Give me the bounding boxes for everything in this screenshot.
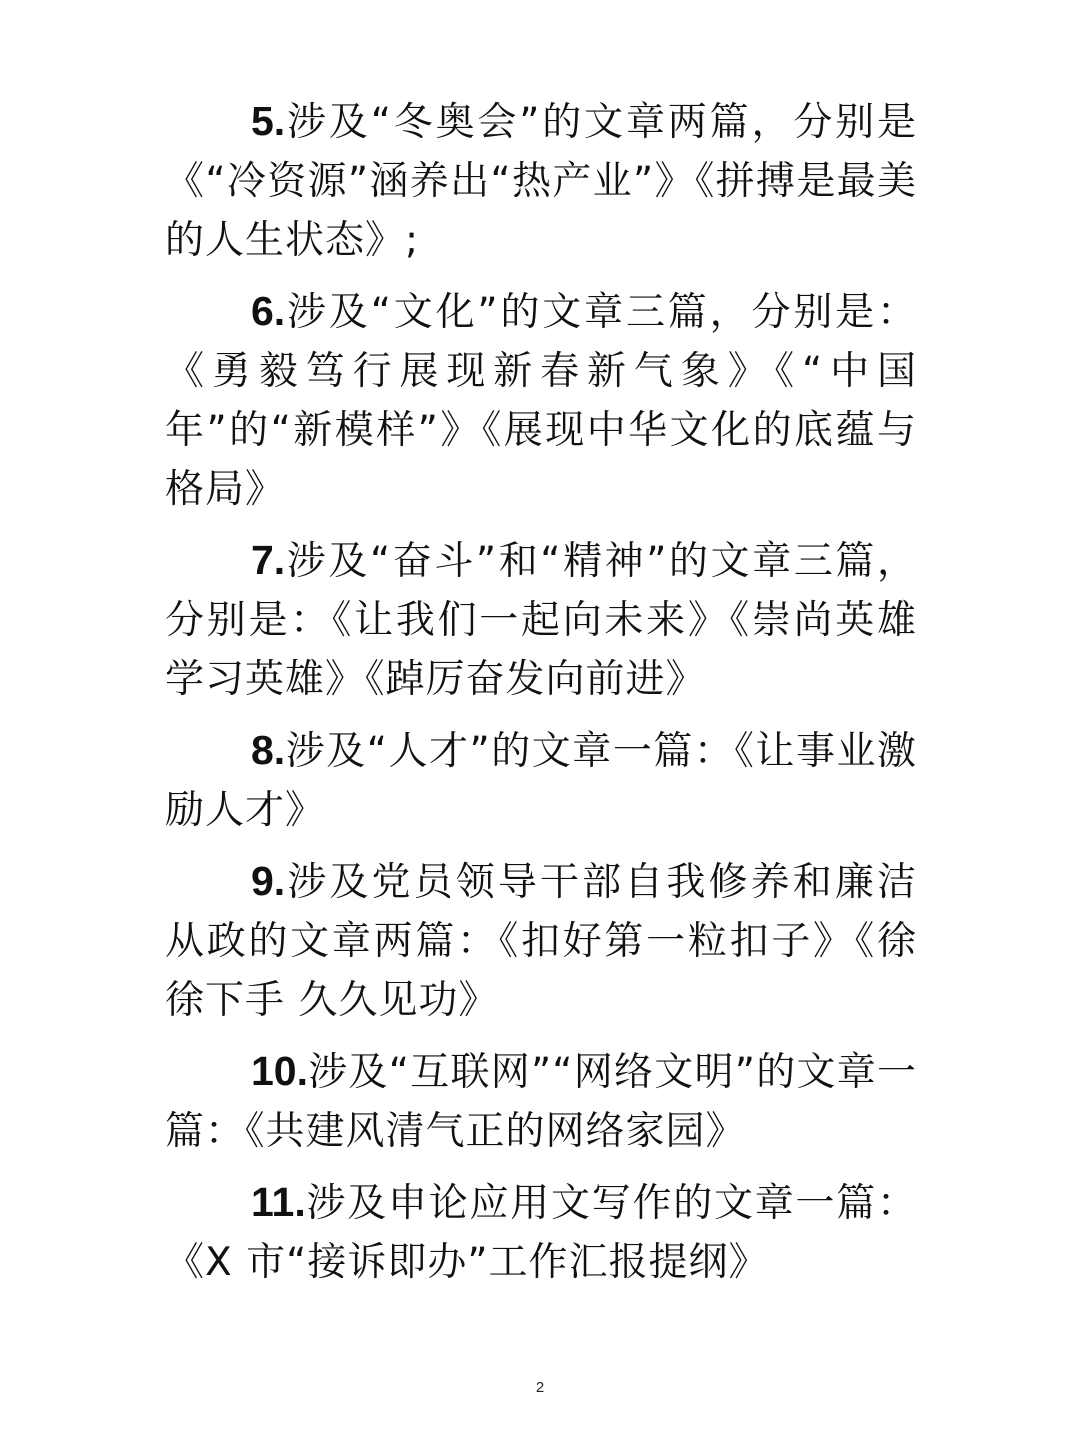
paragraph-text: 涉及党员领导干部自我修养和廉洁从政的文章两篇：《扣好第一粒扣子》《徐徐下手 久久见功》: [165, 860, 917, 1023]
paragraph-item-11: [165, 1173, 917, 1292]
paragraph-number: 9.: [251, 858, 286, 904]
paragraph-number: 10.: [251, 1048, 308, 1094]
paragraph-item-7: [165, 531, 917, 709]
paragraph-item-6: [165, 282, 917, 519]
paragraph-text: 涉及“人才”的文章一篇：《让事业激励人才》: [165, 729, 917, 833]
page-number: 2: [535, 1379, 545, 1396]
paragraph-number: 6.: [251, 288, 286, 334]
paragraph-number: 8.: [251, 727, 286, 773]
document-body: [165, 92, 917, 1304]
paragraph-text: 涉及申论应用文写作的文章一篇：《X 市“接诉即办”工作汇报提纲》: [165, 1181, 917, 1285]
paragraph-text: 涉及“文化”的文章三篇，分别是：《勇毅笃行展现新春新气象》《“中国年”的“新模样”》《展现中华文化的底蕴与格局》: [165, 290, 917, 512]
paragraph-text: 涉及“冬奥会”的文章两篇，分别是《“冷资源”涵养出“热产业”》《拼搏是最美的人生状态》;: [165, 100, 917, 263]
paragraph-item-8: [165, 721, 917, 840]
paragraph-item-5: [165, 92, 917, 270]
paragraph-item-9: [165, 852, 917, 1030]
paragraph-number: 11.: [251, 1179, 306, 1225]
paragraph-number: 7.: [251, 537, 286, 583]
paragraph-item-10: [165, 1042, 917, 1161]
paragraph-text: 涉及“奋斗”和“精神”的文章三篇，分别是：《让我们一起向未来》《崇尚英雄 学习英雄》《踔厉奋发向前进》: [165, 539, 917, 702]
paragraph-number: 5.: [251, 98, 286, 144]
paragraph-text: 涉及“互联网”“网络文明”的文章一篇：《共建风清气正的网络家园》: [165, 1050, 917, 1154]
